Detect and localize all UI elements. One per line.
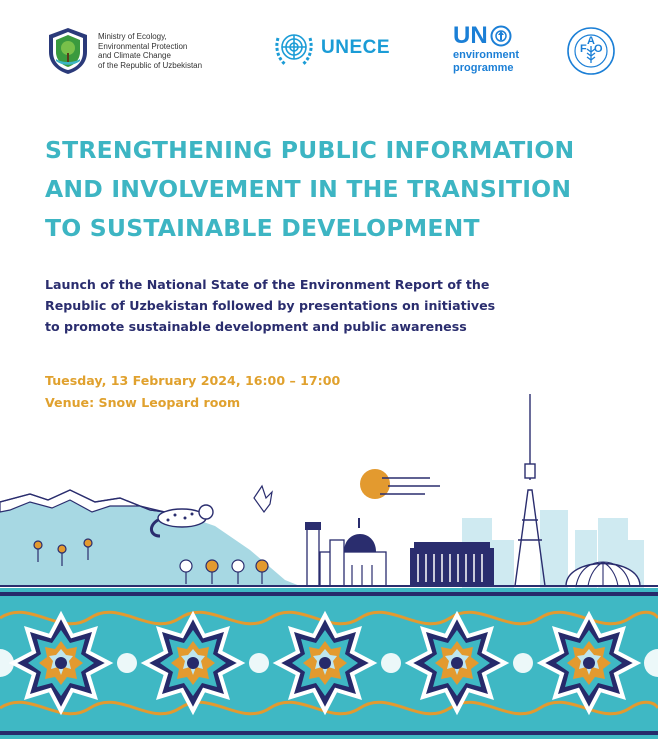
event-venue: Venue: Snow Leopard room — [45, 394, 241, 410]
fao-logo — [566, 26, 616, 80]
ornament-star-4 — [409, 615, 505, 711]
title-line-3: TO SUSTAINABLE DEVELOPMENT — [45, 214, 480, 242]
ornament-star-5 — [541, 615, 637, 711]
ornamental-border — [0, 588, 658, 739]
event-datetime: Tuesday, 13 February 2024, 16:00 – 17:00 — [45, 373, 341, 388]
description-line-3: to promote sustainable development and public awareness — [45, 319, 467, 334]
ministry-logo — [46, 26, 238, 76]
domed-mosque-building — [320, 518, 386, 586]
unep-logo — [453, 24, 519, 74]
unece-logo — [272, 26, 390, 70]
description-line-2: Republic of Uzbekistan followed by presentations on initiatives — [45, 298, 496, 313]
fao-letter-f: F — [580, 43, 587, 55]
title-line-2: AND INVOLVEMENT IN THE TRANSITION — [45, 175, 572, 203]
ornament-star-2 — [145, 615, 241, 711]
ministry-line-2: Environmental Protection — [98, 41, 188, 51]
bird-icon — [254, 486, 272, 512]
title-line-1: STRENGTHENING PUBLIC INFORMATION — [45, 136, 575, 164]
unece-name: UNECE — [321, 37, 391, 58]
mountains — [0, 490, 300, 586]
ornament-star-1 — [13, 615, 109, 711]
un-emblem-icon — [272, 26, 316, 70]
city-skyline-illustration — [0, 390, 658, 590]
ministry-line-1: Ministry of Ecology, — [98, 32, 167, 41]
unep-line-2: programme — [453, 62, 514, 74]
tv-tower-building — [515, 394, 545, 586]
fao-letter-a: A — [587, 35, 595, 47]
palace-building — [410, 542, 494, 586]
header-logos — [0, 0, 658, 100]
ornament-star-3 — [277, 615, 373, 711]
fao-emblem-icon — [566, 26, 616, 76]
description-line-1: Launch of the National State of the Environment Report of the — [45, 277, 490, 292]
unep-un-text: UN — [453, 22, 488, 49]
fao-letter-o: O — [594, 43, 603, 55]
sun-icon — [360, 469, 440, 499]
event-description — [45, 274, 605, 337]
unep-globe-icon — [490, 25, 512, 47]
ministry-name — [98, 32, 238, 70]
ministry-shield-icon — [46, 26, 90, 76]
ministry-line-3: and Climate Change — [98, 51, 171, 60]
unep-line-1: environment — [453, 49, 520, 61]
minaret-building — [305, 522, 321, 586]
ministry-line-4: of the Republic of Uzbekistan — [98, 60, 203, 70]
event-title — [45, 131, 645, 248]
